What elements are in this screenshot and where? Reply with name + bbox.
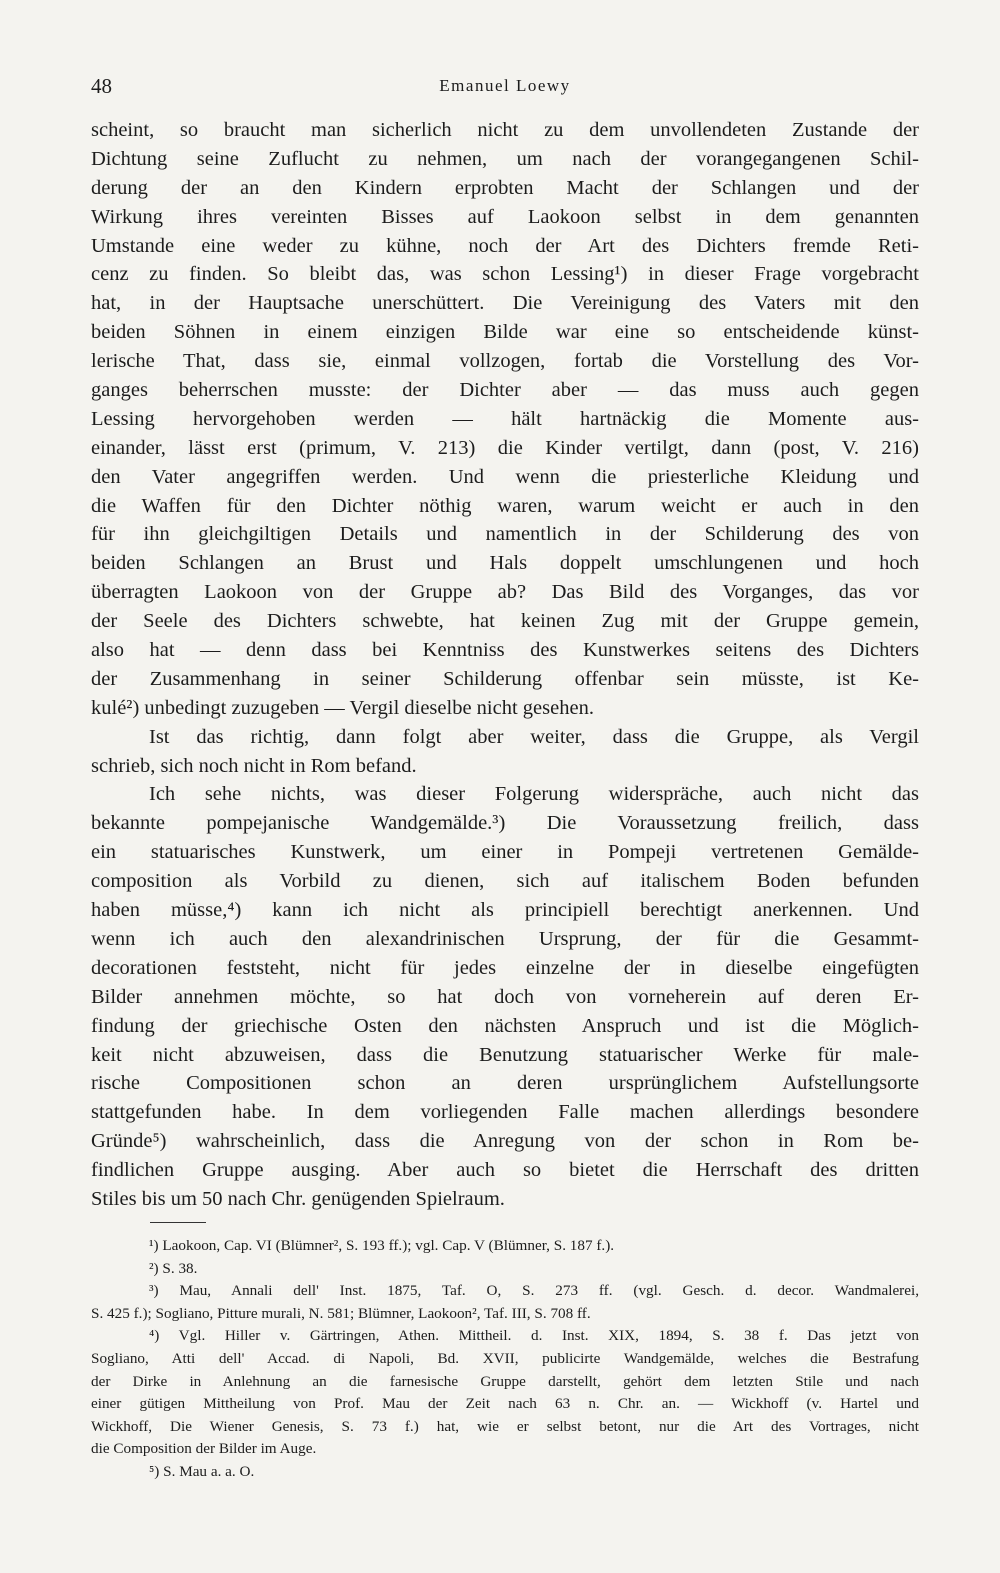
body-line: bekannte pompejanische Wandgemälde.³) Die Voraussetzung freilich, dass bbox=[91, 812, 919, 835]
body-line: ganges beherrschen musste: der Dichter aber — das muss auch gegen bbox=[91, 379, 919, 402]
body-line: derung der an den Kindern erprobten Macht der Schlangen und der bbox=[91, 176, 919, 199]
body-line: stattgefunden habe. In dem vorliegenden Falle machen allerdings besondere bbox=[91, 1101, 919, 1124]
body-line: Stiles bis um 50 nach Chr. genügenden Spielraum. bbox=[91, 1187, 505, 1210]
body-line: Bilder annehmen möchte, so hat doch von vorneherein auf deren Er- bbox=[91, 985, 919, 1008]
body-line: findung der griechische Osten den nächsten Anspruch und ist die Möglich- bbox=[91, 1014, 919, 1037]
body-line: Dichtung seine Zuflucht zu nehmen, um nach der vorangegangenen Schil- bbox=[91, 147, 919, 170]
body-line: composition als Vorbild zu dienen, sich auf italischem Boden befunden bbox=[91, 870, 919, 893]
body-line: beiden Schlangen an Brust und Hals doppelt umschlungenen und hoch bbox=[91, 552, 919, 575]
body-line: Ich sehe nichts, was dieser Folgerung widerspräche, auch nicht das bbox=[149, 783, 919, 806]
body-line: Wirkung ihres vereinten Bisses auf Laokoon selbst in dem genannten bbox=[91, 205, 919, 228]
body-text bbox=[91, 116, 919, 1214]
footnote-line: ²) S. 38. bbox=[149, 1259, 198, 1277]
footnote-line: ³) Mau, Annali dell' Inst. 1875, Taf. O, S. 273 ff. (vgl. Gesch. d. decor. Wandmalerei, bbox=[149, 1282, 919, 1300]
footnote-line: ⁵) S. Mau a. a. O. bbox=[149, 1462, 255, 1480]
body-line: also hat — denn dass bei Kenntniss des Kunstwerkes seitens des Dichters bbox=[91, 639, 919, 662]
footnote-line: Sogliano, Atti dell' Accad. di Napoli, Bd. XVII, publicirte Wandgemälde, welches die Bestrafung bbox=[91, 1349, 919, 1367]
body-line: hat, in der Hauptsache unerschüttert. Die Vereinigung des Vaters mit den bbox=[91, 292, 919, 315]
body-line: für ihn gleichgiltigen Details und namentlich in der Schilderung des von bbox=[91, 523, 919, 546]
body-line: lerische That, dass sie, einmal vollzogen, fortab die Vorstellung des Vor- bbox=[91, 350, 919, 373]
body-line: decorationen feststeht, nicht für jedes einzelne der in dieselbe eingefügten bbox=[91, 956, 919, 979]
body-line: die Waffen für den Dichter nöthig waren, warum weicht er auch in den bbox=[91, 494, 919, 517]
body-line: beiden Söhnen in einem einzigen Bilde war eine so entscheidende künst- bbox=[91, 321, 919, 344]
page-header bbox=[91, 74, 919, 102]
footnote-separator bbox=[150, 1222, 206, 1223]
body-line: den Vater angegriffen werden. Und wenn die priesterliche Kleidung und bbox=[91, 465, 919, 488]
body-line: der Zusammenhang in seiner Schilderung offenbar sein müsste, ist Ke- bbox=[91, 667, 919, 690]
footnote-line: S. 425 f.); Sogliano, Pitture murali, N. 581; Blümner, Laokoon², Taf. III, S. 708 ff. bbox=[91, 1304, 591, 1322]
footnote-line: der Dirke in Anlehnung an die farnesische Gruppe darstellt, gehört dem letzten Stile und nach bbox=[91, 1372, 919, 1390]
page-number: 48 bbox=[91, 74, 112, 98]
body-line: schrieb, sich noch nicht in Rom befand. bbox=[91, 754, 417, 777]
body-line: findlichen Gruppe ausging. Aber auch so bietet die Herrschaft des dritten bbox=[91, 1159, 919, 1182]
body-line: Umstande eine weder zu kühne, noch der Art des Dichters fremde Reti- bbox=[91, 234, 919, 257]
body-line: keit nicht abzuweisen, dass die Benutzung statuarischer Werke für male- bbox=[91, 1043, 919, 1066]
body-line: Lessing hervorgehoben werden — hält hartnäckig die Momente aus- bbox=[91, 407, 919, 430]
body-line: scheint, so braucht man sicherlich nicht zu dem unvollendeten Zustande der bbox=[91, 119, 919, 141]
body-line: Ist das richtig, dann folgt aber weiter, dass die Gruppe, als Vergil bbox=[149, 725, 919, 748]
body-line: haben müsse,⁴) kann ich nicht als principiell berechtigt anerkennen. Und bbox=[91, 899, 919, 922]
footnote-line: einer gütigen Mittheilung von Prof. Mau der Zeit nach 63 n. Chr. an. — Wickhoff (v. Hartel und bbox=[91, 1395, 919, 1413]
body-line: kulé²) unbedingt zuzugeben — Vergil dieselbe nicht gesehen. bbox=[91, 696, 594, 719]
body-line: Gründe⁵) wahrscheinlich, dass die Anregung von der schon in Rom be- bbox=[91, 1130, 919, 1153]
footnotes bbox=[91, 1235, 919, 1484]
footnote-line: Wickhoff, Die Wiener Genesis, S. 73 f.) hat, wie er selbst betont, nur die Art des Vortrages, nicht bbox=[91, 1417, 919, 1435]
body-line: überragten Laokoon von der Gruppe ab? Das Bild des Vorganges, das vor bbox=[91, 581, 919, 604]
body-line: rische Compositionen schon an deren ursprünglichem Aufstellungsorte bbox=[91, 1072, 919, 1095]
footnote-line: die Composition der Bilder im Auge. bbox=[91, 1440, 317, 1458]
body-line: wenn ich auch den alexandrinischen Ursprung, der für die Gesammt- bbox=[91, 927, 919, 950]
footnote-line: ¹) Laokoon, Cap. VI (Blümner², S. 193 ff.); vgl. Cap. V (Blümner, S. 187 f.). bbox=[149, 1237, 615, 1254]
footnote-line: ⁴) Vgl. Hiller v. Gärtringen, Athen. Mittheil. d. Inst. XIX, 1894, S. 38 f. Das jetzt von bbox=[149, 1327, 919, 1345]
running-head: Emanuel Loewy bbox=[439, 76, 571, 95]
body-line: cenz zu finden. So bleibt das, was schon Lessing¹) in dieser Frage vorgebracht bbox=[91, 263, 919, 286]
body-line: der Seele des Dichters schwebte, hat keinen Zug mit der Gruppe gemein, bbox=[91, 610, 919, 633]
body-line: ein statuarisches Kunstwerk, um einer in Pompeji vertretenen Gemälde- bbox=[91, 841, 919, 864]
body-line: einander, lässt erst (primum, V. 213) die Kinder vertilgt, dann (post, V. 216) bbox=[91, 436, 919, 459]
